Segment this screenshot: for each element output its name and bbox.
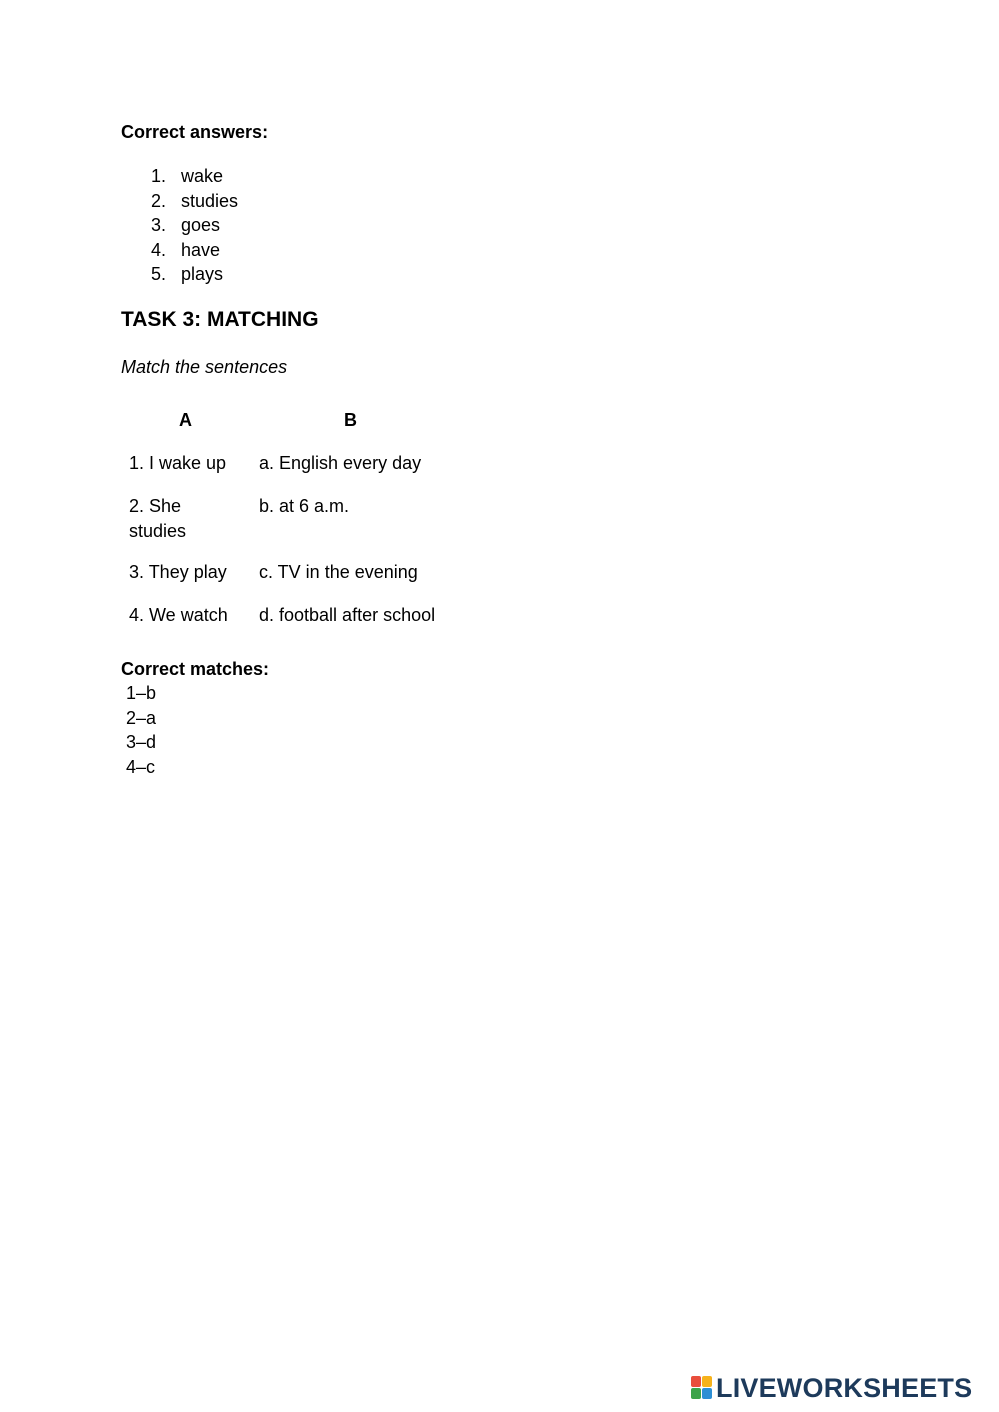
- task-instruction: Match the sentences: [121, 357, 288, 377]
- table-cell-a: 1. I wake up: [129, 453, 227, 473]
- matches-list: [126, 681, 156, 779]
- brand-name: LIVEWORKSHEETS: [716, 1373, 973, 1403]
- list-number: 3.: [151, 215, 167, 235]
- answer-word: goes: [181, 215, 221, 235]
- list-item: 3–d: [126, 732, 157, 752]
- list-item: 1–b: [126, 683, 157, 703]
- task-title: TASK 3: MATCHING: [121, 308, 319, 331]
- answers-heading: Correct answers:: [121, 122, 269, 142]
- table-cell-b: b. at 6 a.m.: [259, 496, 350, 516]
- liveworksheets-brand: [691, 1373, 972, 1403]
- matches-heading: Correct matches:: [121, 659, 270, 679]
- table-cell-a: 2. She studies: [129, 496, 187, 541]
- list-number: 5.: [151, 264, 167, 284]
- list-item: 4–c: [126, 756, 156, 777]
- table-cell-a: 4. We watch: [129, 605, 228, 625]
- answer-word: wake: [181, 166, 224, 186]
- table-cell-b: a. English every day: [259, 453, 422, 473]
- column-b-header: B: [344, 410, 357, 430]
- liveworksheets-logo-icon: [691, 1376, 713, 1400]
- answer-word: plays: [181, 264, 224, 284]
- answer-word: studies: [181, 190, 239, 211]
- table-cell-b: d. football after school: [259, 605, 436, 625]
- list-number: 2.: [151, 190, 167, 211]
- table-cell-a: 3. They play: [129, 562, 227, 582]
- answer-word: have: [181, 239, 221, 260]
- list-number: 4.: [151, 239, 167, 260]
- list-number: 1.: [151, 166, 167, 186]
- column-a-header: A: [179, 410, 192, 430]
- table-cell-b: c. TV in the evening: [259, 562, 418, 582]
- list-item: 2–a: [126, 707, 157, 728]
